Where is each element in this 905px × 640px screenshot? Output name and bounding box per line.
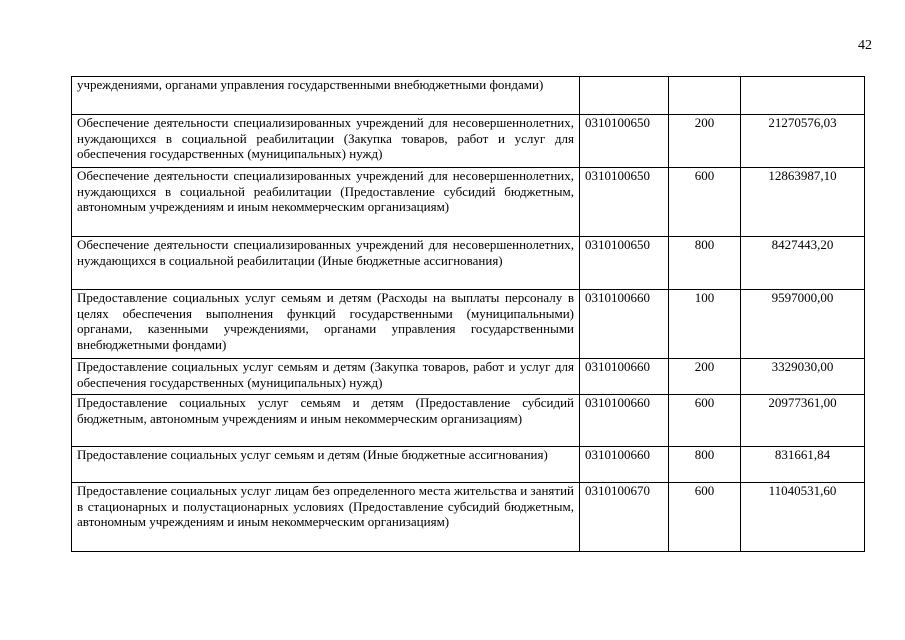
- row-target-code: 0310100670: [580, 483, 669, 552]
- table-row: [72, 237, 865, 290]
- row-description: Обеспечение деятельности специализированных учреждений для несовершеннолетних, нуждающихся в социальной реабилитации (Предоставление субсидий бюджетным, автономным учреждениям и иным некоммерческим организациям): [72, 168, 580, 237]
- row-expense-type: 800: [669, 447, 741, 483]
- table-row: [72, 290, 865, 359]
- row-expense-type: 600: [669, 483, 741, 552]
- table-row: [72, 77, 865, 115]
- row-description: Предоставление социальных услуг семьям и детям (Закупка товаров, работ и услуг для обеспечения государственных (муниципальных) нужд): [72, 359, 580, 395]
- budget-table: [71, 76, 865, 552]
- row-amount: 8427443,20: [741, 237, 865, 290]
- table-row: [72, 359, 865, 395]
- row-amount: 21270576,03: [741, 115, 865, 168]
- row-target-code: 0310100650: [580, 115, 669, 168]
- row-description: Предоставление социальных услуг семьям и детям (Предоставление субсидий бюджетным, автономным учреждениям и иным некоммерческим организациям): [72, 395, 580, 447]
- row-expense-type: 100: [669, 290, 741, 359]
- row-expense-type: 800: [669, 237, 741, 290]
- row-description: учреждениями, органами управления государственными внебюджетными фондами): [72, 77, 580, 115]
- row-description: Обеспечение деятельности специализированных учреждений для несовершеннолетних, нуждающихся в социальной реабилитации (Закупка товаров, работ и услуг для обеспечения государственных (муниципальных) нужд): [72, 115, 580, 168]
- row-description: Предоставление социальных услуг семьям и детям (Иные бюджетные ассигнования): [72, 447, 580, 483]
- row-description: Обеспечение деятельности специализированных учреждений для несовершеннолетних, нуждающихся в социальной реабилитации (Иные бюджетные ассигнования): [72, 237, 580, 290]
- row-expense-type: 600: [669, 168, 741, 237]
- page-number: 42: [858, 38, 872, 53]
- row-amount: 3329030,00: [741, 359, 865, 395]
- row-target-code: 0310100650: [580, 168, 669, 237]
- row-description: Предоставление социальных услуг семьям и детям (Расходы на выплаты персоналу в целях обеспечения выполнения функций государственными (муниципальными) органами, казенными учреждениями, органами управления государственными внебюджетными фондами): [72, 290, 580, 359]
- table-row: [72, 395, 865, 447]
- row-target-code: 0310100660: [580, 447, 669, 483]
- row-expense-type: [669, 77, 741, 115]
- row-target-code: 0310100660: [580, 395, 669, 447]
- row-amount: 9597000,00: [741, 290, 865, 359]
- row-description: Предоставление социальных услуг лицам без определенного места жительства и занятий в стационарных и полустационарных условиях (Предоставление субсидий бюджетным, автономным учреждениям и иным некоммерческим организациям): [72, 483, 580, 552]
- table-row: [72, 447, 865, 483]
- row-amount: 12863987,10: [741, 168, 865, 237]
- row-target-code: 0310100660: [580, 290, 669, 359]
- row-target-code: [580, 77, 669, 115]
- row-amount: 20977361,00: [741, 395, 865, 447]
- row-expense-type: 600: [669, 395, 741, 447]
- row-amount: 11040531,60: [741, 483, 865, 552]
- table-row: [72, 168, 865, 237]
- row-amount: [741, 77, 865, 115]
- row-target-code: 0310100660: [580, 359, 669, 395]
- row-expense-type: 200: [669, 115, 741, 168]
- row-amount: 831661,84: [741, 447, 865, 483]
- row-target-code: 0310100650: [580, 237, 669, 290]
- table-row: [72, 115, 865, 168]
- table-row: [72, 483, 865, 552]
- row-expense-type: 200: [669, 359, 741, 395]
